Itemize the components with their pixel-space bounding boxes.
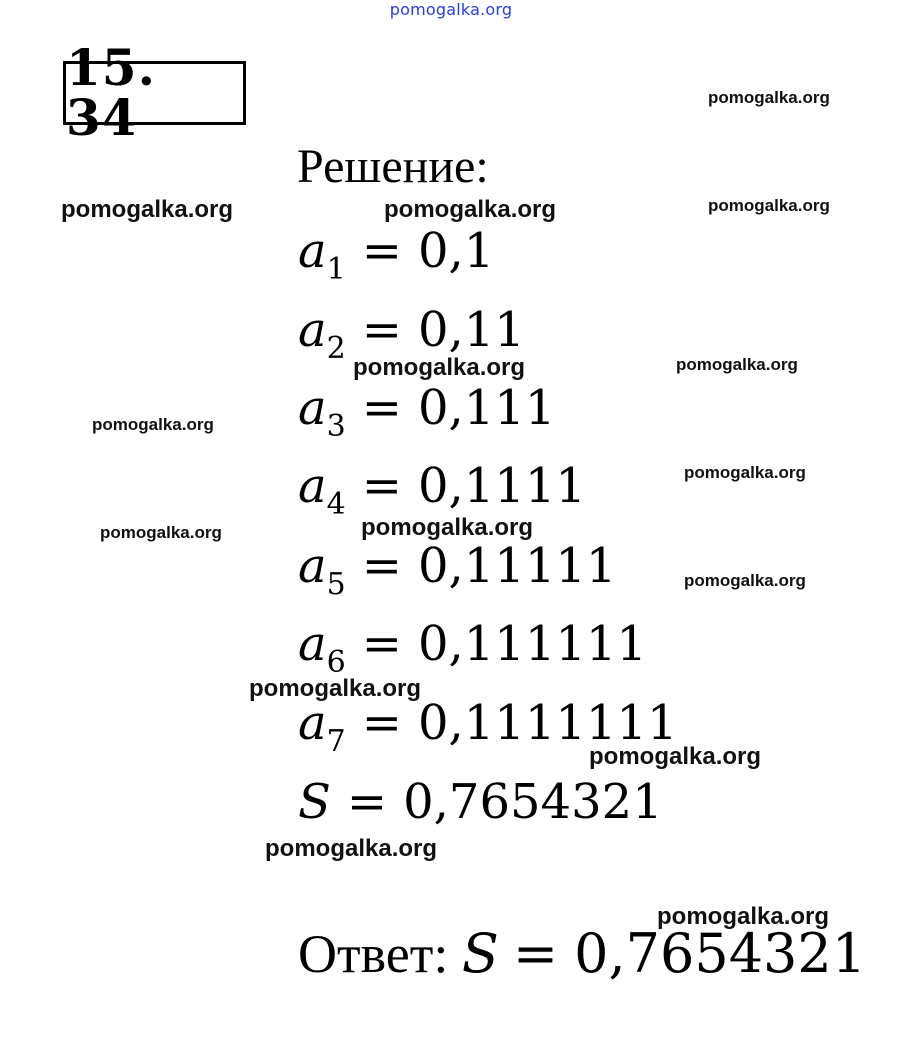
subscript: 5 bbox=[326, 567, 346, 602]
var: a bbox=[298, 380, 327, 436]
var: a bbox=[298, 616, 327, 672]
var: a bbox=[298, 302, 327, 358]
var: a bbox=[298, 695, 327, 751]
answer-var: S bbox=[461, 922, 499, 985]
subscript: 6 bbox=[326, 645, 346, 680]
equals-sign: = bbox=[361, 538, 402, 594]
watermark: pomogalka.org bbox=[92, 415, 214, 434]
watermark: pomogalka.org bbox=[676, 355, 798, 374]
equals-sign: = bbox=[361, 695, 402, 751]
value: 0,1111111 bbox=[417, 695, 678, 751]
equals-sign: = bbox=[361, 616, 402, 672]
var: a bbox=[298, 538, 327, 594]
watermark: pomogalka.org bbox=[249, 675, 422, 702]
value: 0,11 bbox=[417, 302, 525, 358]
watermark: pomogalka.org bbox=[657, 903, 830, 930]
value: 0,1111 bbox=[417, 458, 586, 514]
value: 0,111111 bbox=[417, 616, 647, 672]
watermark: pomogalka.org bbox=[384, 196, 557, 223]
value: 0,11111 bbox=[417, 538, 617, 594]
equation-a3 bbox=[298, 380, 556, 444]
equals-sign: = bbox=[361, 458, 402, 514]
equals-sign: = bbox=[512, 922, 559, 985]
watermark: pomogalka.org bbox=[353, 354, 526, 381]
equation-a6 bbox=[298, 616, 647, 680]
watermark: pomogalka.org bbox=[684, 571, 806, 590]
equals-sign: = bbox=[361, 223, 402, 279]
equals-sign: = bbox=[361, 302, 402, 358]
watermark: pomogalka.org bbox=[589, 743, 762, 770]
top-watermark: pomogalka.org bbox=[389, 0, 513, 19]
problem-number-box bbox=[63, 38, 246, 147]
equation-sum bbox=[298, 774, 663, 830]
answer-line bbox=[298, 922, 867, 985]
equation-a1 bbox=[298, 223, 495, 287]
subscript: 2 bbox=[326, 331, 346, 366]
answer-value: 0,7654321 bbox=[574, 922, 867, 985]
subscript: 7 bbox=[326, 724, 346, 759]
watermark: pomogalka.org bbox=[708, 196, 830, 215]
subscript: 4 bbox=[326, 487, 346, 522]
value: 0,7654321 bbox=[403, 774, 663, 830]
watermark: pomogalka.org bbox=[684, 463, 806, 482]
watermark: pomogalka.org bbox=[61, 196, 234, 223]
watermark: pomogalka.org bbox=[265, 835, 438, 862]
watermark: pomogalka.org bbox=[100, 523, 222, 542]
equation-a5 bbox=[298, 538, 617, 602]
var: S bbox=[298, 774, 331, 830]
answer-label: Ответ: bbox=[298, 924, 449, 984]
var: a bbox=[298, 223, 327, 279]
subscript: 3 bbox=[326, 409, 346, 444]
subscript: 1 bbox=[326, 252, 346, 287]
watermark: pomogalka.org bbox=[708, 88, 830, 107]
var: a bbox=[298, 458, 327, 514]
value: 0,111 bbox=[417, 380, 556, 436]
watermark: pomogalka.org bbox=[361, 514, 534, 541]
solution-heading: Решение: bbox=[297, 140, 489, 193]
equation-a4 bbox=[298, 458, 586, 522]
equals-sign: = bbox=[346, 774, 388, 830]
value: 0,1 bbox=[417, 223, 495, 279]
equals-sign: = bbox=[361, 380, 402, 436]
problem-number: 15. 34 bbox=[66, 38, 156, 147]
